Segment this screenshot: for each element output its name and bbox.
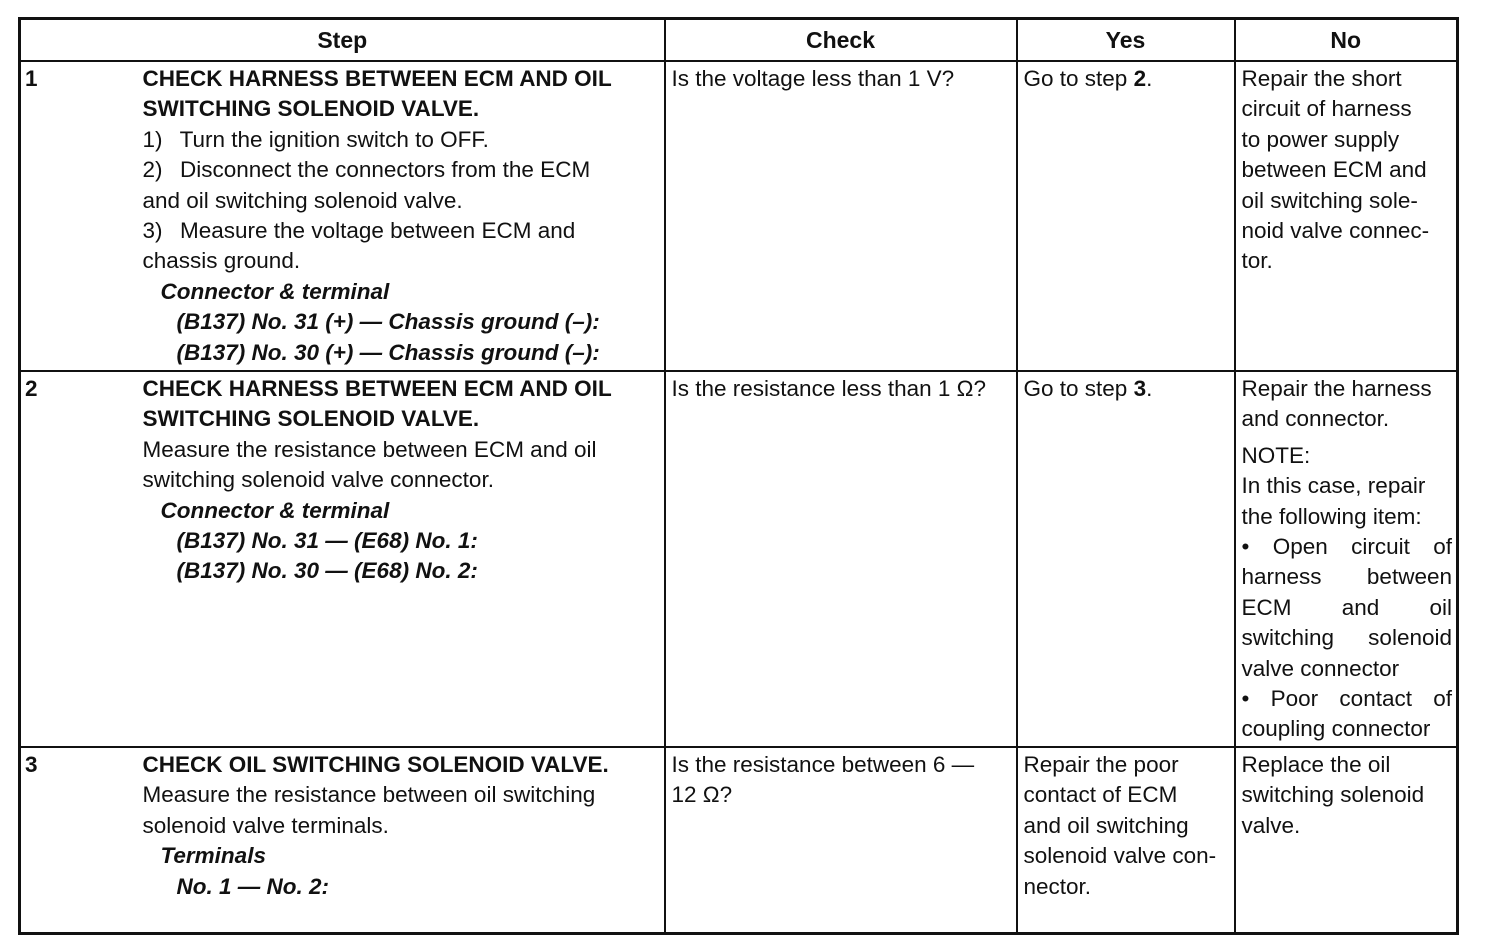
check-cell xyxy=(665,747,1017,934)
table-row xyxy=(20,371,1458,747)
step-title: CHECK HARNESS BETWEEN ECM AND OIL xyxy=(142,66,612,91)
step-title: SWITCHING SOLENOID VALVE. xyxy=(142,96,480,122)
header-yes: Yes xyxy=(1017,19,1235,62)
connector-terminal-line: (B137) No. 31 (+) — Chassis ground (–): xyxy=(176,309,600,335)
note-line: the following item: xyxy=(1241,503,1422,529)
yes-suffix: . xyxy=(1146,66,1153,91)
no-cell xyxy=(1235,371,1458,747)
note-line: coupling connector xyxy=(1241,716,1431,742)
note-line: • Open circuit of xyxy=(1241,534,1452,560)
no-line: valve. xyxy=(1241,812,1301,838)
note-line: switching solenoid xyxy=(1241,625,1452,651)
connector-terminal-line: (B137) No. 31 — (E68) No. 1: xyxy=(176,528,478,554)
header-check: Check xyxy=(665,19,1017,62)
terminals-label: Terminals xyxy=(160,843,266,869)
step-line: 3) Measure the voltage between ECM and xyxy=(142,218,576,244)
note-line: • Poor contact of xyxy=(1241,686,1452,712)
check-line: Is the resistance between 6 — xyxy=(671,752,975,777)
no-line: switching solenoid xyxy=(1241,782,1425,808)
step-description xyxy=(135,747,665,934)
no-line: Repair the short xyxy=(1241,66,1402,91)
header-no: No xyxy=(1235,19,1458,62)
connector-terminal-label: Connector & terminal xyxy=(160,278,390,304)
no-line: between ECM and xyxy=(1241,157,1427,183)
step-line: Measure the resistance between oil switching xyxy=(142,782,596,808)
no-cell xyxy=(1235,747,1458,934)
check-text: Is the voltage less than 1 V? xyxy=(671,66,955,91)
yes-prefix: Go to step xyxy=(1023,66,1134,91)
no-cell xyxy=(1235,61,1458,371)
no-line: oil switching sole- xyxy=(1241,187,1418,213)
step-title: CHECK HARNESS BETWEEN ECM AND OIL xyxy=(142,376,612,401)
step-line: and oil switching solenoid valve. xyxy=(142,187,463,213)
yes-text xyxy=(1024,374,1230,404)
yes-line: Repair the poor xyxy=(1023,752,1179,777)
no-line: and connector. xyxy=(1241,406,1390,432)
no-line: to power supply xyxy=(1241,126,1400,152)
note-line: harness between xyxy=(1241,564,1452,590)
table-row xyxy=(20,747,1458,934)
step-description xyxy=(135,61,665,371)
yes-cell xyxy=(1017,371,1235,747)
yes-line: nector. xyxy=(1023,873,1092,899)
step-description xyxy=(135,371,665,747)
yes-line: and oil switching xyxy=(1023,812,1189,838)
check-line: 12 Ω? xyxy=(671,782,733,808)
no-line: Replace the oil xyxy=(1241,752,1391,777)
yes-suffix: . xyxy=(1146,376,1153,401)
note-heading: NOTE: xyxy=(1241,442,1311,468)
no-line: noid valve connec- xyxy=(1241,218,1430,244)
check-cell xyxy=(665,61,1017,371)
yes-cell xyxy=(1017,61,1235,371)
step-number: 2 xyxy=(20,371,135,747)
no-line: circuit of harness xyxy=(1241,96,1412,122)
table-row xyxy=(20,61,1458,371)
step-line: solenoid valve terminals. xyxy=(142,812,389,838)
step-line: 1) Turn the ignition switch to OFF. xyxy=(142,126,489,152)
yes-line: solenoid valve con- xyxy=(1023,843,1217,869)
header-row xyxy=(20,19,1458,62)
yes-step-number: 3 xyxy=(1133,376,1147,401)
connector-terminal-line: (B137) No. 30 (+) — Chassis ground (–): xyxy=(176,339,600,365)
yes-prefix: Go to step xyxy=(1023,376,1134,401)
step-number: 1 xyxy=(20,61,135,371)
diagnostic-table xyxy=(18,17,1459,935)
step-line: switching solenoid valve connector. xyxy=(142,467,494,493)
connector-terminal-line: (B137) No. 30 — (E68) No. 2: xyxy=(176,558,478,584)
step-number: 3 xyxy=(20,747,135,934)
header-step: Step xyxy=(20,19,665,62)
note-line: In this case, repair xyxy=(1241,473,1426,499)
step-line: chassis ground. xyxy=(142,248,301,274)
yes-cell xyxy=(1017,747,1235,934)
yes-text xyxy=(1024,64,1230,94)
note-line: valve connector xyxy=(1241,655,1400,681)
connector-terminal-label: Connector & terminal xyxy=(160,497,390,523)
step-title: CHECK OIL SWITCHING SOLENOID VALVE. xyxy=(142,752,609,777)
yes-line: contact of ECM xyxy=(1023,782,1178,808)
check-cell xyxy=(665,371,1017,747)
no-line: tor. xyxy=(1241,248,1273,274)
step-line: Measure the resistance between ECM and oil xyxy=(142,436,597,462)
terminals-line: No. 1 — No. 2: xyxy=(176,873,330,899)
yes-step-number: 2 xyxy=(1133,66,1147,91)
step-title: SWITCHING SOLENOID VALVE. xyxy=(142,406,480,432)
step-line: 2) Disconnect the connectors from the ECM xyxy=(142,157,591,183)
check-text: Is the resistance less than 1 Ω? xyxy=(671,376,986,401)
no-line: Repair the harness xyxy=(1241,376,1432,401)
note-line: ECM and oil xyxy=(1241,594,1452,620)
